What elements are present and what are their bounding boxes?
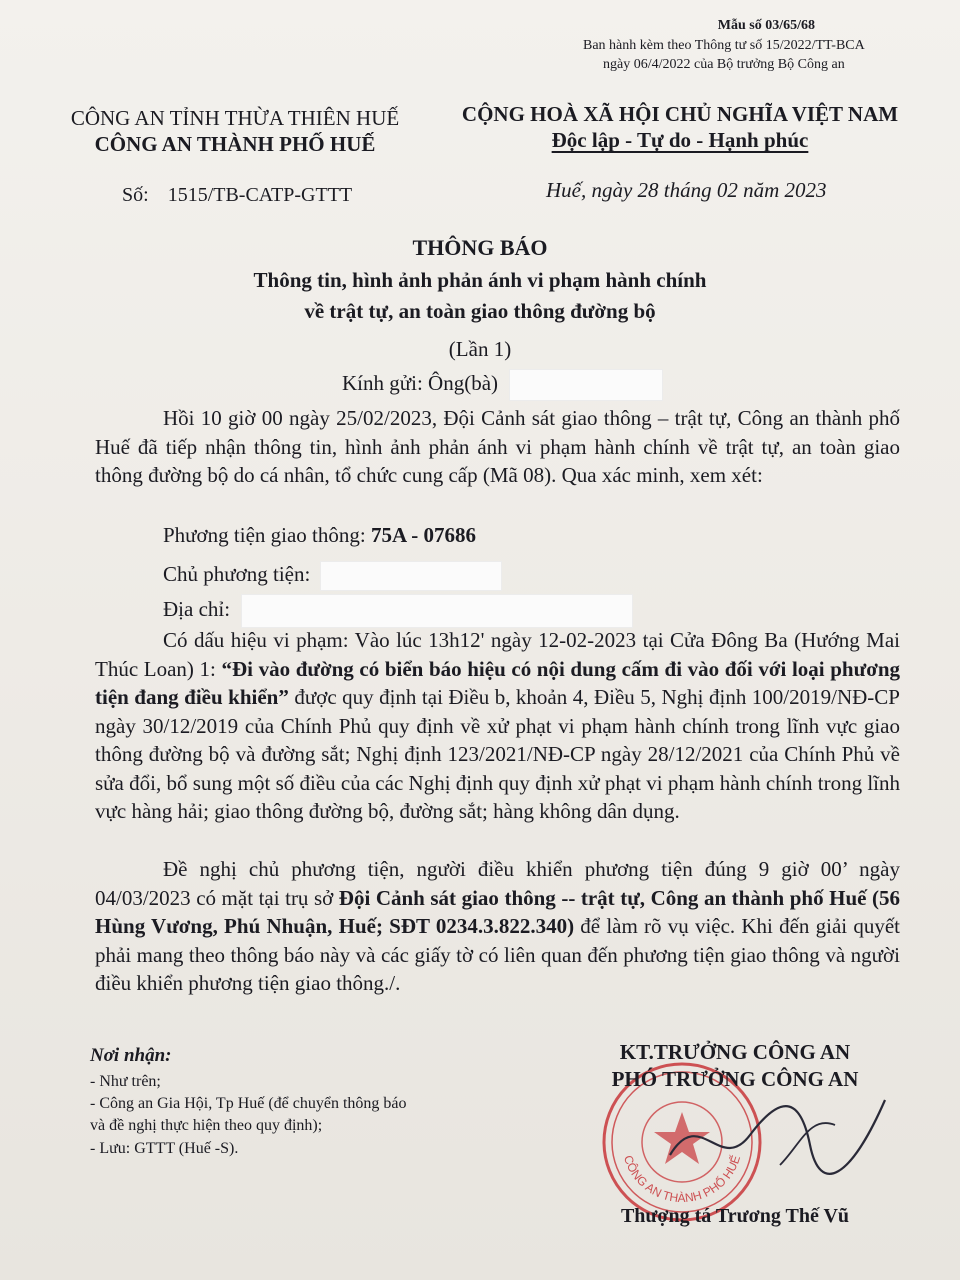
owner-label: Chủ phương tiện: bbox=[163, 561, 311, 586]
intro-paragraph: Hồi 10 giờ 00 ngày 25/02/2023, Đội Cảnh sát giao thông – trật tự, Công an thành phố Huế đã tiếp nhận thông tin, hình ảnh phản ánh vi phạm hành chính về trật tự, an toàn giao thông đường bộ do cá nhân, tổ chức cung cấp (Mã 08). Qua xác minh, xem xét: bbox=[95, 406, 900, 487]
recipients-heading: Nơi nhận: bbox=[90, 1045, 172, 1066]
notice-subtitle-2: về trật tự, an toàn giao thông đường bộ bbox=[304, 299, 656, 323]
notice-title: THÔNG BÁO bbox=[412, 235, 548, 260]
vehicle-plate: 75A - 07686 bbox=[370, 523, 476, 547]
recipient-line-2: - Công an Gia Hội, Tp Huế (để chuyển thông báo bbox=[90, 1095, 407, 1112]
vehicle-label: Phương tiện giao thông: bbox=[163, 523, 366, 547]
office-address: Đội Cảnh sát giao thông -- trật tự, Công an thành phố Huế (56 Hùng Vương, Phú Nhuận, Huế; SĐT 0234.3.822.340) bbox=[95, 885, 901, 938]
place-date: Huế, ngày 28 tháng 02 năm 2023 bbox=[546, 178, 827, 202]
violation-description: “Đi vào đường có biển báo hiệu có nội dung cấm đi vào đối với loại phương tiện đang điều khiển” bbox=[95, 656, 900, 709]
form-issued-line2: ngày 06/4/2022 của Bộ trưởng Bộ Công an bbox=[603, 57, 845, 72]
agency-name: CÔNG AN THÀNH PHỐ HUẾ bbox=[94, 132, 376, 156]
handwritten-signature bbox=[660, 1085, 890, 1195]
owner-line bbox=[163, 561, 502, 591]
address-line bbox=[163, 594, 633, 628]
signature-title-1: KT.TRƯỞNG CÔNG AN bbox=[619, 1040, 851, 1064]
signature-title-2: PHÓ TRƯỞNG CÔNG AN bbox=[611, 1067, 859, 1091]
document-number-label: Số: bbox=[122, 184, 149, 206]
national-motto: Độc lập - Tự do - Hạnh phúc bbox=[551, 128, 809, 152]
request-paragraph: Đề nghị chủ phương tiện, người điều khiển phương tiện đúng 9 giờ 00’ ngày 04/03/2023 có mặt tại trụ sở Đội Cảnh sát giao thông -- trật tự, Công an thành phố Huế (56 Hùng Vương, Phú Nhuận, Huế; SĐT 0234.3.822.340) để làm rõ vụ việc. Khi đến giải quyết phải mang theo thông báo này và các giấy tờ có liên quan đến phương tiện giao thông và người điều khiển phương tiện giao thông./. bbox=[95, 857, 901, 995]
notice-round: (Lần 1) bbox=[448, 337, 512, 361]
notice-subtitle-1: Thông tin, hình ảnh phản ánh vi phạm hành chính bbox=[253, 268, 707, 292]
redacted-recipient bbox=[509, 369, 663, 401]
national-title: CỘNG HOÀ XÃ HỘI CHỦ NGHĨA VIỆT NAM bbox=[461, 102, 899, 126]
redacted-owner bbox=[320, 561, 502, 591]
form-number: Mẫu số 03/65/68 bbox=[717, 18, 815, 33]
recipient-line-1: - Như trên; bbox=[90, 1073, 161, 1090]
address-label: Địa chỉ: bbox=[163, 596, 231, 621]
redacted-address bbox=[241, 594, 633, 628]
agency-parent: CÔNG AN TỈNH THỪA THIÊN HUẾ bbox=[70, 106, 400, 130]
greeting: Kính gửi: Ông(bà) bbox=[342, 369, 663, 401]
signer-name: Thượng tá Trương Thế Vũ bbox=[620, 1205, 850, 1227]
vehicle-line bbox=[163, 523, 476, 548]
document-number-value: 1515/TB-CATP-GTTT bbox=[167, 184, 353, 206]
recipient-line-3: và đề nghị thực hiện theo quy định); bbox=[90, 1117, 323, 1134]
document-number bbox=[122, 184, 352, 207]
svg-text:CÔNG AN THÀNH PHỐ HUẾ: CÔNG AN THÀNH PHỐ HUẾ bbox=[620, 1153, 744, 1206]
recipient-line-4: - Lưu: GTTT (Huế -S). bbox=[90, 1140, 239, 1157]
violation-paragraph: Có dấu hiệu vi phạm: Vào lúc 13h12' ngày 12-02-2023 tại Cửa Đông Ba (Hướng Mai Thúc Loan) 1: “Đi vào đường có biển báo hiệu có nội dung cấm đi vào đối với loại phương tiện đang điều khiển” được quy định tại Điều b, khoản 4, Điều 5, Nghị định 100/2019/NĐ-CP ngày 30/12/2019 của Chính Phủ quy định về xử phạt vi phạm hành chính trong lĩnh vực giao thông đường bộ và đường sắt; Nghị định 123/2021/NĐ-CP ngày 28/12/2021 của Chính Phủ về sửa đổi, bổ sung một số điều của các Nghị định quy định xử phạt vi phạm hành chính trong lĩnh vực hàng hải; giao thông đường bộ, đường sắt; hàng không dân dụng. bbox=[95, 628, 900, 823]
form-issued-line1: Ban hành kèm theo Thông tư số 15/2022/TT-BCA bbox=[583, 38, 865, 53]
